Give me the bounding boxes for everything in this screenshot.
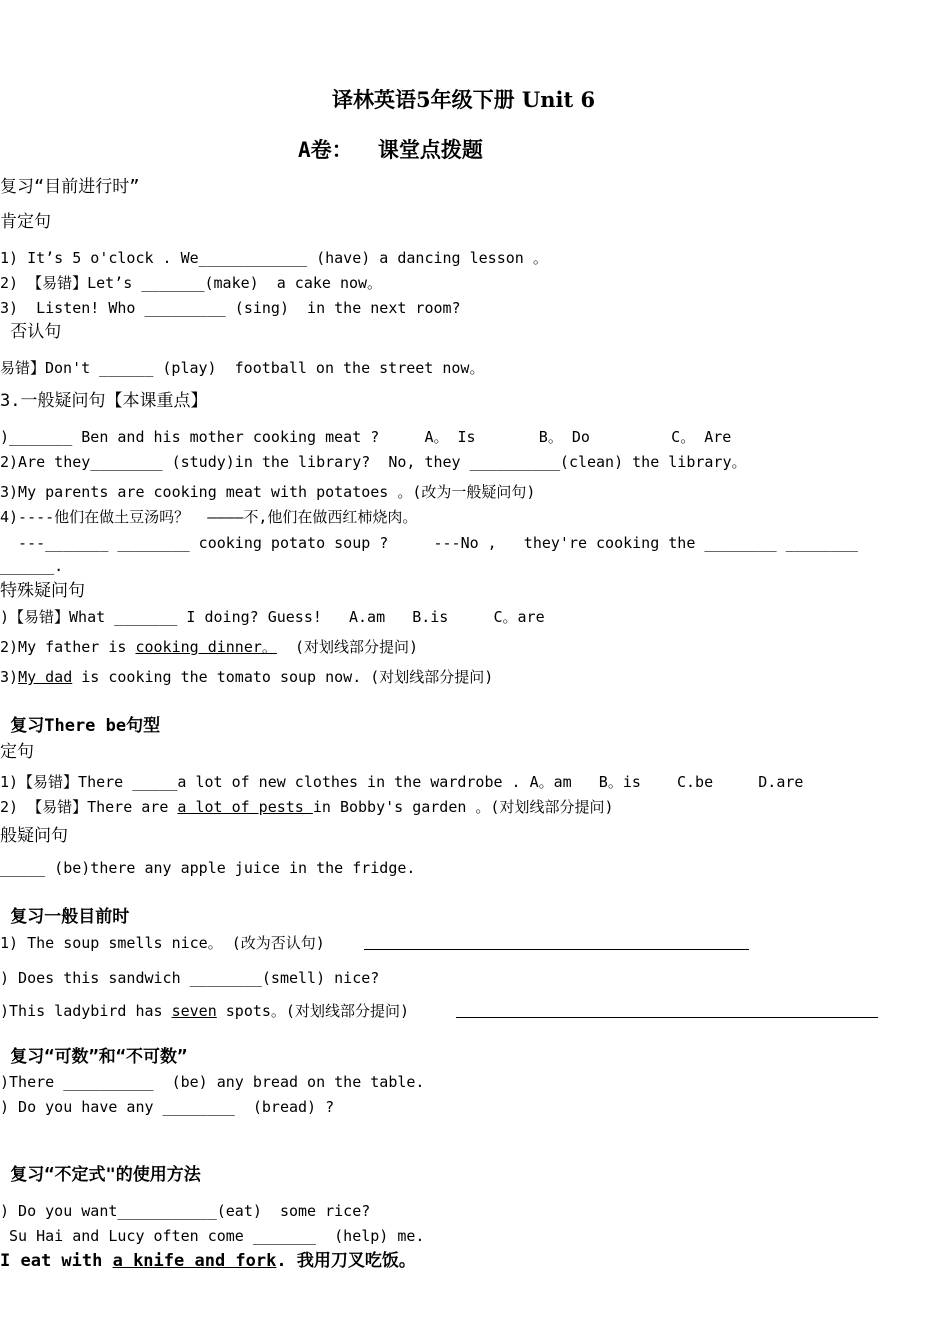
- exercise-line: [0, 637, 418, 657]
- answer-line: [364, 949, 749, 950]
- subheading-affirmative: 肯定句: [0, 212, 51, 232]
- section-heading-simple-present: 复习一般目前时: [0, 907, 130, 927]
- subheading-affirmative: 定句: [0, 742, 34, 762]
- subheading-wh-question: 特殊疑问句: [0, 581, 85, 601]
- section-heading-countable: 复习“可数”和“不可数”: [0, 1047, 188, 1067]
- exercise-line: _____ (be)there any apple juice in the fridge.: [0, 859, 416, 877]
- section-heading-present-continuous: 复习“目前进行时”: [0, 177, 140, 197]
- subheading-negative: 否认句: [0, 322, 62, 342]
- exercise-line: )There __________ (be) any bread on the table.: [0, 1073, 425, 1091]
- exercise-line: 易错】Don't ______ (play) football on the street now。: [0, 359, 485, 377]
- exercise-line: [0, 797, 614, 817]
- exercise-line: [0, 1001, 409, 1021]
- exercise-line: ) Do you want___________(eat) some rice?: [0, 1202, 371, 1220]
- exercise-line: 1)【易错】There _____a lot of new clothes in the wardrobe . A。am B。is C.be D.are: [0, 773, 804, 791]
- exercise-line: 2)Are they________ (study)in the library? No, they __________(clean) the library。: [0, 453, 747, 471]
- exercise-line: ______.: [0, 557, 64, 575]
- exercise-line: 4)----他们在做土豆汤吗？ ————不,他们在做西红柿烧肉。: [0, 508, 418, 526]
- line-text: is cooking the tomato soup now. (对划线部分提问): [72, 668, 494, 686]
- exercise-line: [0, 667, 493, 687]
- exercise-line: ---_______ ________ cooking potato soup ? ---No , they're cooking the ________ ________: [0, 534, 858, 552]
- exercise-line: 3) Listen! Who _________ (sing) in the next room?: [0, 299, 461, 317]
- line-text: . 我用刀叉吃饭。: [276, 1251, 416, 1271]
- line-text: (对划线部分提问): [276, 638, 419, 656]
- exercise-line: )【易错】What _______ I doing? Guess! A.am B.is C。are: [0, 608, 545, 626]
- line-text: in Bobby's garden 。(对划线部分提问): [312, 798, 614, 816]
- page-title: 译林英语5年级下册 Unit 6: [332, 87, 596, 112]
- page-subtitle: A卷： 课堂点拨题: [298, 138, 483, 162]
- exercise-line: 3)My parents are cooking meat with potatoes 。(改为一般疑问句): [0, 483, 536, 501]
- exercise-line: Su Hai and Lucy often come _______ (help) me.: [0, 1227, 425, 1245]
- line-text: 3): [0, 668, 19, 686]
- underlined-phrase: My dad: [18, 668, 73, 686]
- answer-line: [456, 1017, 878, 1018]
- exercise-line: 1) It’s 5 o'clock . We____________ (have) a dancing lesson 。: [0, 249, 548, 267]
- exercise-line: ) Does this sandwich ________(smell) nice?: [0, 969, 380, 987]
- section-heading-there-be: 复习There be句型: [0, 716, 161, 736]
- underlined-phrase: a lot of pests: [177, 798, 313, 816]
- exercise-line: )_______ Ben and his mother cooking meat ? A。 Is B。 Do C。 Are: [0, 428, 732, 446]
- exercise-line: ) Do you have any ________ (bread) ?: [0, 1098, 335, 1116]
- exercise-line: 2) 【易错】Let’s _______(make) a cake now。: [0, 274, 383, 292]
- underlined-phrase: a knife and fork: [112, 1251, 277, 1271]
- line-text: spots。(对划线部分提问): [216, 1002, 409, 1020]
- line-text: )This ladybird has: [0, 1002, 172, 1020]
- exercise-line: [0, 1250, 416, 1272]
- section-heading-infinitive: 复习“不定式"的使用方法: [0, 1165, 201, 1185]
- line-text: I eat with: [0, 1251, 113, 1271]
- underlined-phrase: cooking dinner。: [135, 638, 277, 656]
- subheading-yes-no-question: 般疑问句: [0, 826, 68, 846]
- subheading-yes-no-question: 3.一般疑问句【本课重点】: [0, 391, 208, 411]
- line-text: 2) 【易错】There are: [0, 798, 178, 816]
- exercise-line: 1) The soup smells nice。 (改为否认句): [0, 934, 325, 952]
- underlined-phrase: seven: [171, 1002, 217, 1020]
- line-text: 2)My father is: [0, 638, 136, 656]
